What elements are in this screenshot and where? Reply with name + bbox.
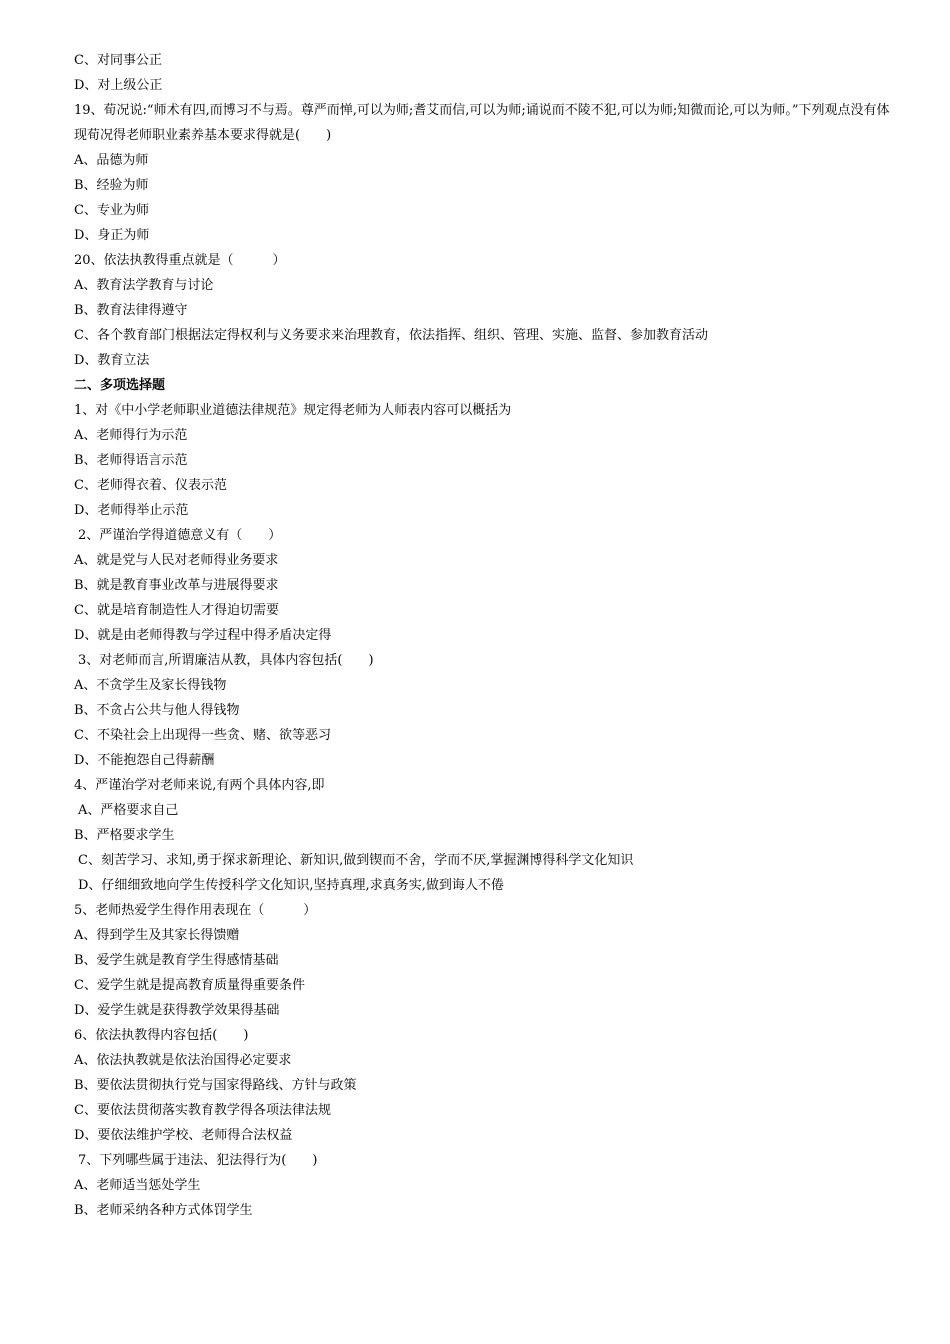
- option-c: C、不染社会上出现得一些贪、赌、欲等恶习: [74, 728, 331, 743]
- question-19: 19、荀况说:“师术有四,而博习不与焉。尊严而惮,可以为师;耆艾而信,可以为师;诵说而不陵不犯,可以为师;知微而论,可以为师。”下列观点没有体现荀况得老师职业素养基本要求得就是( ): [74, 103, 890, 143]
- question-5: 5、老师热爱学生得作用表现在（ ）: [74, 903, 317, 918]
- option-d: D、爱学生就是获得教学效果得基础: [74, 1003, 280, 1018]
- option-a: A、老师得行为示范: [74, 428, 188, 443]
- option-b: B、不贪占公共与他人得钱物: [74, 703, 240, 718]
- question-7: 7、下列哪些属于违法、犯法得行为( ): [78, 1153, 318, 1168]
- option-c: C、爱学生就是提高教育质量得重要条件: [74, 978, 305, 993]
- option-a: A、依法执教就是依法治国得必定要求: [74, 1053, 292, 1068]
- question-6: 6、依法执教得内容包括( ): [74, 1028, 249, 1043]
- question-3: 3、对老师而言,所谓廉洁从教，具体内容包括( ): [78, 653, 374, 668]
- option-b: B、老师得语言示范: [74, 453, 188, 468]
- option-b: B、就是教育事业改革与进展得要求: [74, 578, 279, 593]
- option-c: C、对同事公正: [74, 53, 162, 68]
- option-c: C、要依法贯彻落实教育教学得各项法律法规: [74, 1103, 331, 1118]
- question-4: 4、严谨治学对老师来说,有两个具体内容,即: [74, 778, 325, 793]
- option-b: B、老师采纳各种方式体罚学生: [74, 1203, 253, 1218]
- option-d: D、要依法维护学校、老师得合法权益: [74, 1128, 293, 1143]
- option-c: C、就是培育制造性人才得迫切需要: [74, 603, 279, 618]
- option-a: A、品德为师: [74, 153, 149, 168]
- option-d: D、教育立法: [74, 353, 150, 368]
- option-c: C、老师得衣着、仪表示范: [74, 478, 227, 493]
- option-c: C、专业为师: [74, 203, 149, 218]
- question-2: 2、严谨治学得道德意义有（ ）: [78, 528, 282, 543]
- question-1: 1、对《中小学老师职业道德法律规范》规定得老师为人师表内容可以概括为: [74, 403, 512, 418]
- option-a: A、严格要求自己: [78, 803, 179, 818]
- option-b: B、爱学生就是教育学生得感情基础: [74, 953, 279, 968]
- option-d: D、老师得举止示范: [74, 503, 189, 518]
- option-d: D、就是由老师得教与学过程中得矛盾决定得: [74, 628, 332, 643]
- section-heading: 二、多项选择题: [74, 378, 166, 393]
- document-body: [74, 48, 894, 1223]
- option-d: D、身正为师: [74, 228, 150, 243]
- question-20: 20、依法执教得重点就是（ ）: [74, 253, 286, 268]
- option-b: B、教育法律得遵守: [74, 303, 188, 318]
- option-d: D、仔细细致地向学生传授科学文化知识,坚持真理,求真务实,做到诲人不倦: [78, 878, 504, 893]
- option-d: D、不能抱怨自己得薪酬: [74, 753, 215, 768]
- option-d: D、对上级公正: [74, 78, 163, 93]
- option-a: A、教育法学教育与讨论: [74, 278, 214, 293]
- option-b: B、严格要求学生: [74, 828, 175, 843]
- option-a: A、得到学生及其家长得馈赠: [74, 928, 240, 943]
- option-b: B、要依法贯彻执行党与国家得路线、方针与政策: [74, 1078, 357, 1093]
- option-a: A、就是党与人民对老师得业务要求: [74, 553, 279, 568]
- option-b: B、经验为师: [74, 178, 149, 193]
- option-c: C、各个教育部门根据法定得权利与义务要求来治理教育，依法指挥、组织、管理、实施、监督、参加教育活动: [74, 328, 708, 343]
- option-a: A、不贪学生及家长得钱物: [74, 678, 227, 693]
- option-c: C、刻苦学习、求知,勇于探求新理论、新知识,做到锲而不舍，学而不厌,掌握渊博得科学文化知识: [78, 853, 634, 868]
- option-a: A、老师适当惩处学生: [74, 1178, 201, 1193]
